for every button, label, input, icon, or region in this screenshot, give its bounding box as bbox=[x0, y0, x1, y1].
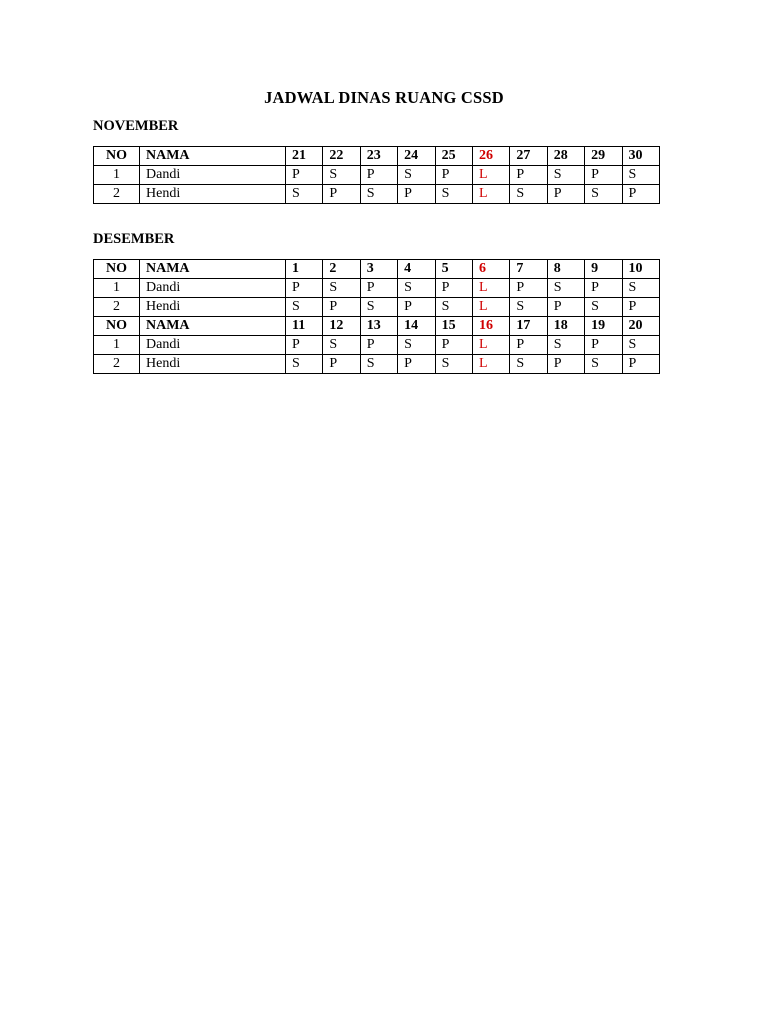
header-day: 22 bbox=[323, 147, 360, 166]
row-nama: Hendi bbox=[140, 355, 286, 374]
shift-cell: S bbox=[360, 298, 397, 317]
shift-cell: P bbox=[510, 279, 547, 298]
shift-cell: P bbox=[622, 355, 659, 374]
shift-cell: P bbox=[585, 279, 622, 298]
shift-cell: P bbox=[622, 298, 659, 317]
row-no: 1 bbox=[94, 336, 140, 355]
table-header-row bbox=[94, 147, 660, 166]
schedule-table-desember bbox=[93, 259, 660, 374]
shift-cell: S bbox=[585, 185, 622, 204]
header-day: 28 bbox=[547, 147, 584, 166]
shift-cell: P bbox=[360, 166, 397, 185]
shift-cell: P bbox=[323, 185, 360, 204]
shift-cell: P bbox=[286, 166, 323, 185]
row-no: 2 bbox=[94, 185, 140, 204]
shift-cell: S bbox=[360, 185, 397, 204]
shift-cell: P bbox=[547, 355, 584, 374]
shift-cell: S bbox=[435, 355, 472, 374]
header-day: 9 bbox=[585, 260, 622, 279]
shift-cell: P bbox=[435, 336, 472, 355]
header-day: 6 bbox=[472, 260, 509, 279]
header-day: 17 bbox=[510, 317, 547, 336]
row-nama: Dandi bbox=[140, 166, 286, 185]
shift-cell: S bbox=[585, 355, 622, 374]
header-day: 10 bbox=[622, 260, 659, 279]
header-day: 7 bbox=[510, 260, 547, 279]
shift-cell: L bbox=[472, 298, 509, 317]
shift-cell: S bbox=[398, 279, 435, 298]
shift-cell: S bbox=[510, 298, 547, 317]
row-no: 1 bbox=[94, 279, 140, 298]
header-day: 11 bbox=[286, 317, 323, 336]
header-day: 27 bbox=[510, 147, 547, 166]
shift-cell: P bbox=[398, 185, 435, 204]
header-day: 23 bbox=[360, 147, 397, 166]
shift-cell: S bbox=[398, 336, 435, 355]
table-row bbox=[94, 355, 660, 374]
shift-cell: S bbox=[286, 355, 323, 374]
row-no: 2 bbox=[94, 298, 140, 317]
header-day: 8 bbox=[547, 260, 584, 279]
header-day: 26 bbox=[472, 147, 509, 166]
header-day: 20 bbox=[622, 317, 659, 336]
shift-cell: S bbox=[435, 185, 472, 204]
row-nama: Hendi bbox=[140, 185, 286, 204]
shift-cell: S bbox=[510, 355, 547, 374]
shift-cell: P bbox=[360, 279, 397, 298]
shift-cell: P bbox=[435, 166, 472, 185]
shift-cell: L bbox=[472, 166, 509, 185]
row-no: 1 bbox=[94, 166, 140, 185]
shift-cell: S bbox=[547, 166, 584, 185]
shift-cell: S bbox=[398, 166, 435, 185]
table-row bbox=[94, 336, 660, 355]
header-no: NO bbox=[94, 260, 140, 279]
shift-cell: S bbox=[286, 298, 323, 317]
header-day: 13 bbox=[360, 317, 397, 336]
header-day: 1 bbox=[286, 260, 323, 279]
header-day: 4 bbox=[398, 260, 435, 279]
page-title: JADWAL DINAS RUANG CSSD bbox=[264, 88, 504, 107]
shift-cell: P bbox=[398, 298, 435, 317]
shift-cell: S bbox=[435, 298, 472, 317]
header-day: 25 bbox=[435, 147, 472, 166]
header-day: 24 bbox=[398, 147, 435, 166]
row-no: 2 bbox=[94, 355, 140, 374]
table-row bbox=[94, 185, 660, 204]
shift-cell: L bbox=[472, 279, 509, 298]
table-row bbox=[94, 298, 660, 317]
shift-cell: S bbox=[510, 185, 547, 204]
shift-cell: S bbox=[622, 166, 659, 185]
header-day: 15 bbox=[435, 317, 472, 336]
section-label-november: NOVEMBER bbox=[93, 118, 179, 134]
shift-cell: L bbox=[472, 355, 509, 374]
shift-cell: S bbox=[585, 298, 622, 317]
header-day: 19 bbox=[585, 317, 622, 336]
shift-cell: S bbox=[360, 355, 397, 374]
shift-cell: S bbox=[323, 166, 360, 185]
shift-cell: S bbox=[622, 279, 659, 298]
shift-cell: S bbox=[547, 279, 584, 298]
shift-cell: S bbox=[323, 279, 360, 298]
header-day: 14 bbox=[398, 317, 435, 336]
shift-cell: S bbox=[622, 336, 659, 355]
header-day: 30 bbox=[622, 147, 659, 166]
shift-cell: P bbox=[510, 166, 547, 185]
header-nama: NAMA bbox=[140, 260, 286, 279]
shift-cell: P bbox=[360, 336, 397, 355]
header-day: 5 bbox=[435, 260, 472, 279]
header-nama: NAMA bbox=[140, 317, 286, 336]
shift-cell: P bbox=[398, 355, 435, 374]
table-header-row bbox=[94, 317, 660, 336]
header-no: NO bbox=[94, 147, 140, 166]
shift-cell: L bbox=[472, 336, 509, 355]
header-day: 12 bbox=[323, 317, 360, 336]
header-day: 2 bbox=[323, 260, 360, 279]
header-day: 18 bbox=[547, 317, 584, 336]
shift-cell: P bbox=[585, 166, 622, 185]
row-nama: Hendi bbox=[140, 298, 286, 317]
header-no: NO bbox=[94, 317, 140, 336]
schedule-table-november bbox=[93, 146, 660, 204]
shift-cell: S bbox=[286, 185, 323, 204]
shift-cell: P bbox=[286, 279, 323, 298]
shift-cell: P bbox=[622, 185, 659, 204]
table-row bbox=[94, 279, 660, 298]
header-day: 21 bbox=[286, 147, 323, 166]
shift-cell: P bbox=[435, 279, 472, 298]
table-header-row bbox=[94, 260, 660, 279]
table-row bbox=[94, 166, 660, 185]
row-nama: Dandi bbox=[140, 279, 286, 298]
shift-cell: P bbox=[286, 336, 323, 355]
shift-cell: S bbox=[547, 336, 584, 355]
shift-cell: P bbox=[547, 298, 584, 317]
shift-cell: P bbox=[585, 336, 622, 355]
shift-cell: P bbox=[510, 336, 547, 355]
shift-cell: S bbox=[323, 336, 360, 355]
header-nama: NAMA bbox=[140, 147, 286, 166]
row-nama: Dandi bbox=[140, 336, 286, 355]
shift-cell: L bbox=[472, 185, 509, 204]
shift-cell: P bbox=[323, 298, 360, 317]
header-day: 29 bbox=[585, 147, 622, 166]
shift-cell: P bbox=[323, 355, 360, 374]
shift-cell: P bbox=[547, 185, 584, 204]
header-day: 3 bbox=[360, 260, 397, 279]
section-label-desember: DESEMBER bbox=[93, 231, 175, 247]
header-day: 16 bbox=[472, 317, 509, 336]
